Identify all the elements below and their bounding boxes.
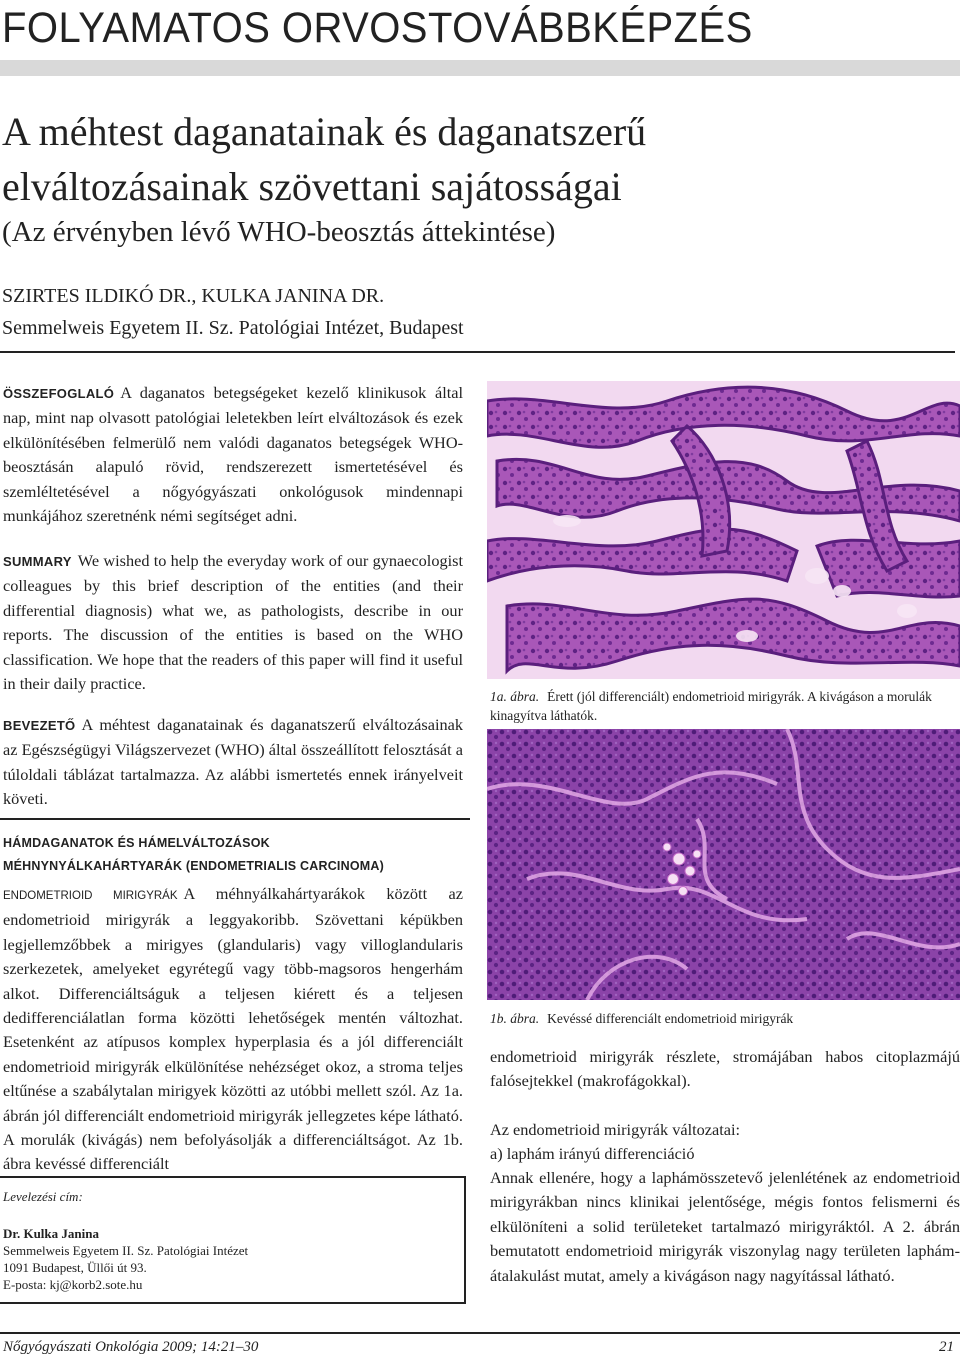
address-box-bottom — [0, 1302, 466, 1304]
article-title-line2: elváltozásainak szövettani sajátosságai — [2, 164, 622, 209]
correspondence-email: E-posta: kj@korb2.sote.hu — [3, 1277, 143, 1292]
variants-title: Az endometrioid mirigyrák változatai: — [490, 1120, 741, 1139]
abstract-en-text: We wished to help the everyday work of our gynaecologist colleagues by this brief description of the entities (and their differential diagnosis) what we, as pathologists, describe in our reports. The discussion of the entities is based on the WHO classification. We hope that the readers of this paper will find it useful in their daily practice. — [3, 551, 463, 694]
intro-text: A méhtest daganatainak és daganatszerű elváltozásainak az Egészségügyi Világszervezet (WHO) által összeállított felosztását a túloldali táblázat tartalmazza. Az alábbi ismertetés ennek irányelveit követi. — [3, 715, 463, 809]
variant-a: a) laphám irányú differenciáció — [490, 1144, 695, 1163]
figure-1a-number: 1a. ábra. — [490, 689, 540, 704]
article-title-line1: A méhtest daganatainak és daganatszerű — [2, 109, 647, 154]
correspondence-label: Levelezési cím: — [3, 1189, 83, 1204]
introduction — [3, 713, 463, 812]
figure-1a-caption-text: Érett (jól differenciált) endometrioid mirigyrák. A kivágáson a morulák kinagyítva láthatók. — [490, 689, 932, 723]
section-body-text: A méhnyálkahártyarákok között az endometrioid mirigyrák a leggyakoribb. Szövettani képükben legjellemzőbbek a mirigyes (glandularis) vagy villoglandularis szerkezetek, amelyeket egyrétegű vagy több-magsoros hengerhám alkot. Differenciáltságuk a teljesen kiérett és a teljesen dedifferenciálatlan forma közötti lehetőségek mentén változhat. Esetenként az atípusos komplex hyperplasia és a jól differenciált endometrioid mirigyrák elkülönítése nehézséget okoz, a stroma teljes eltűnése a szabálytalan mirigyek közötti az utóbbi mellett szól. Az 1a. ábrán jól differenciált endometrioid mirigyrák jellegzetes képe látható. A morulák (kivágás) nem befolyásolják a differenciáltságot. Az 1b. ábra kevéssé differenciált — [3, 884, 463, 1174]
correspondence-name: Dr. Kulka Janina — [3, 1226, 99, 1241]
page-number: 21 — [939, 1339, 954, 1355]
figure-1a — [487, 381, 960, 679]
figure-1b — [487, 729, 960, 1000]
figure-1a-micrograph — [487, 381, 960, 679]
footer-divider — [0, 1332, 960, 1334]
correspondence-line2: 1091 Budapest, Üllői út 93. — [3, 1260, 147, 1275]
title-divider — [0, 351, 955, 353]
intro-label: BEVEZETŐ — [3, 718, 76, 733]
abstract-en — [3, 549, 463, 696]
figure-1b-number: 1b. ábra. — [490, 1011, 540, 1026]
section-heading-2: MÉHNYNYÁLKAHÁRTYARÁK (ENDOMETRIALIS CARCINOMA) — [3, 859, 384, 873]
address-box-edge — [464, 1176, 466, 1304]
figure-1b-caption-text: Kevéssé differenciált endometrioid mirigyrák — [547, 1011, 794, 1026]
section-body — [3, 882, 463, 1177]
affiliation: Semmelweis Egyetem II. Sz. Patológiai Intézet, Budapest — [2, 317, 464, 339]
figure-1a-caption — [490, 687, 960, 725]
journal-title: FOLYAMATOS ORVOSTOVÁBBKÉPZÉS — [2, 4, 753, 52]
abstract-hu-text: A daganatos betegségeket kezelő klinikusok által nap, mint nap olvasott patológiai leletekben leírt elváltozások és ezek elkülönítésében felmerülő nem valódi daganatos betegségek WHO-beosztásán alapuló rövid, rendszerezett ismertetésével és szemléltetésével a nőgyógyászati onkológusok mindennapi munkájához szeretnénk némi segítséget adni. — [3, 383, 463, 526]
header-band — [0, 60, 960, 76]
abstract-hu-label: ÖSSZEFOGLALÓ — [3, 386, 115, 401]
right-para-1: endometrioid mirigyrák részlete, stromájában habos citoplazmájú falósejtekkel (makrofágokkal). — [490, 1047, 960, 1091]
authors: SZIRTES ILDIKÓ DR., KULKA JANINA DR. — [2, 285, 385, 307]
footer-journal: Nőgyógyászati Onkológia 2009; 14:21–30 — [3, 1339, 259, 1355]
correspondence-line1: Semmelweis Egyetem II. Sz. Patológiai Intézet — [3, 1243, 249, 1258]
section-divider — [0, 818, 470, 820]
section-heading-1: HÁMDAGANATOK ÉS HÁMELVÁLTOZÁSOK — [3, 836, 270, 850]
abstract-en-label: SUMMARY — [3, 554, 72, 569]
subsection-label: ENDOMETRIOID MIRIGYRÁK — [3, 890, 178, 902]
abstract-hu — [3, 381, 463, 528]
figure-1b-micrograph — [487, 729, 960, 1000]
right-para-2: Annak ellenére, hogy a laphámösszetevő jelenlétének az endometrioid mirigyrákban nincs klinikai jelentősége, mégis fontos felismerni és elkülöníteni a solid területeket tartalmazó mirigyráktól. A 2. ábrán bemutatott endometrioid mirigyrák viszonylag nagy területen laphám-átalakulást mutat, amely a kivágáson nagy nagyítással látható. — [490, 1168, 960, 1285]
article-subtitle: (Az érvényben lévő WHO-beosztás áttekintése) — [2, 216, 556, 248]
figure-1b-caption — [490, 1009, 960, 1028]
address-divider — [0, 1176, 465, 1178]
